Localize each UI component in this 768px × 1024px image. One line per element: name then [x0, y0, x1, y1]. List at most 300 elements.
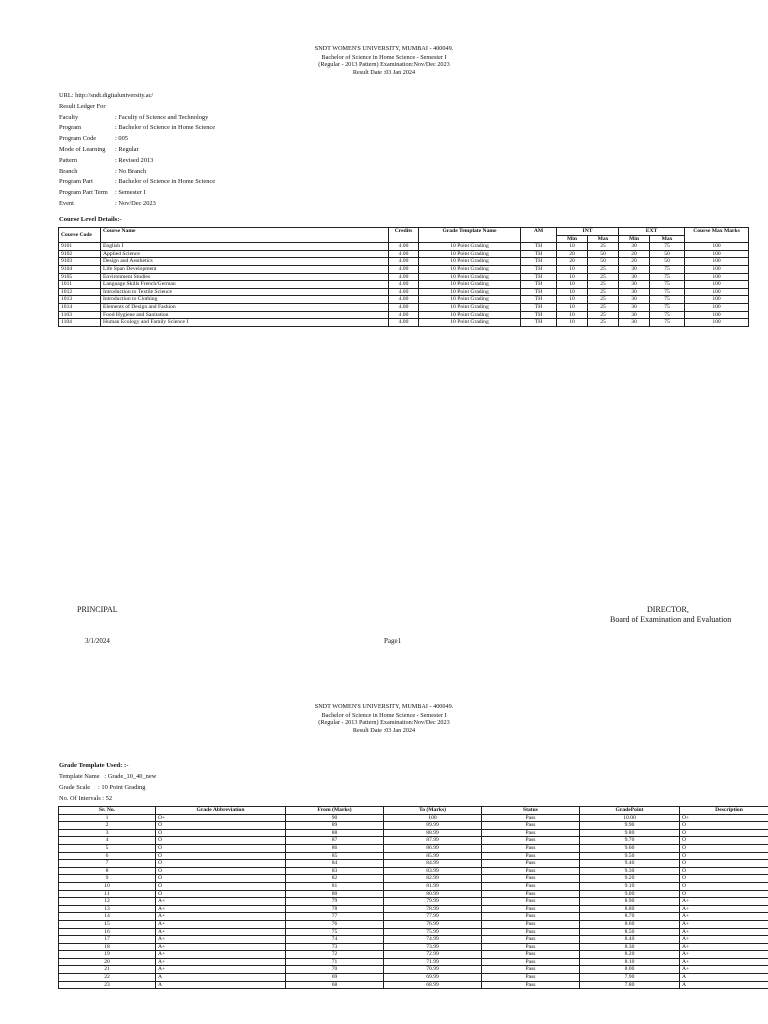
course-row — [59, 319, 749, 327]
max-marks-cell: 100 — [685, 243, 749, 251]
to-marks-cell: 86.99 — [384, 844, 482, 852]
grade-row — [59, 958, 768, 966]
to-marks-cell: 74.99 — [384, 936, 482, 944]
from-marks-cell: 87 — [286, 837, 384, 845]
sr-no-cell: 5 — [59, 844, 156, 852]
col-max-marks: Course Max Marks — [685, 228, 749, 243]
grade-abbreviation-cell: O — [156, 837, 286, 845]
from-marks-cell: 86 — [286, 844, 384, 852]
ext-min-cell: 30 — [619, 303, 650, 311]
grade-point-cell: 9.60 — [580, 844, 680, 852]
program-line: Bachelor of Science in Home Science - Semester I — [321, 53, 447, 61]
int-max-cell: 25 — [588, 311, 619, 319]
from-marks-cell: 70 — [286, 966, 384, 974]
course-name-cell: Language Skills French/German — [101, 281, 389, 289]
to-marks-cell: 88.99 — [384, 829, 482, 837]
grade-abbreviation-cell: A+ — [156, 943, 286, 951]
am-cell: TH — [521, 311, 557, 319]
col-ext-min: Min — [619, 235, 650, 243]
status-cell: Pass — [482, 844, 580, 852]
grade-abbreviation-cell: O — [156, 882, 286, 890]
from-marks-cell: 73 — [286, 943, 384, 951]
to-marks-cell: 73.99 — [384, 943, 482, 951]
grade-abbreviation-cell: O — [156, 875, 286, 883]
ext-max-cell: 75 — [650, 273, 685, 281]
grade-row — [59, 913, 768, 921]
ledger-field-value: : 005 — [115, 135, 128, 143]
credits-cell: 4.00 — [389, 243, 419, 251]
credits-cell: 4.00 — [389, 258, 419, 266]
ledger-title: Result Ledger For — [59, 102, 106, 110]
status-cell: Pass — [482, 905, 580, 913]
int-min-cell: 10 — [557, 288, 588, 296]
ledger-field-row — [59, 188, 215, 199]
col-am: AM — [521, 228, 557, 243]
from-marks-cell: 71 — [286, 958, 384, 966]
grade-col-header: Status — [482, 807, 580, 815]
grade-row — [59, 974, 768, 982]
from-marks-cell: 82 — [286, 875, 384, 883]
ledger-field-row — [59, 134, 215, 145]
page-2 — [0, 660, 768, 1024]
ledger-field-value: : No Branch — [115, 167, 147, 175]
grade-abbreviation-cell: A+ — [156, 958, 286, 966]
sr-no-cell: 2 — [59, 822, 156, 830]
am-cell: TH — [521, 250, 557, 258]
course-code-cell: 1013 — [59, 296, 101, 304]
ext-max-cell: 75 — [650, 319, 685, 327]
int-max-cell: 25 — [588, 319, 619, 327]
grade-point-cell: 8.50 — [580, 928, 680, 936]
grade-row — [59, 829, 768, 837]
grade-row — [59, 898, 768, 906]
to-marks-cell: 68.99 — [384, 981, 482, 989]
interval-count: No. Of Intervals : 52 — [59, 794, 113, 802]
ledger-field-row — [59, 199, 215, 210]
ext-min-cell: 30 — [619, 243, 650, 251]
exam-line: (Regular - 2013 Pattern) Examination:Nov/Dec 2023 — [318, 61, 450, 69]
int-min-cell: 20 — [557, 250, 588, 258]
int-max-cell: 25 — [588, 303, 619, 311]
grade-point-cell: 9.10 — [580, 882, 680, 890]
status-cell: Pass — [482, 822, 580, 830]
ledger-field-value: : Faculty of Science and Technology — [115, 113, 209, 121]
board-signature: Board of Examination and Evaluation — [610, 615, 732, 624]
status-cell: Pass — [482, 829, 580, 837]
course-name-cell: Introduction to Textile Science — [101, 288, 389, 296]
grade-col-header: Grade Abbreviation — [156, 807, 286, 815]
max-marks-cell: 100 — [685, 281, 749, 289]
col-int-min: Min — [557, 235, 588, 243]
description-cell: O+ — [680, 814, 768, 822]
ledger-fields — [59, 113, 215, 210]
grade-rows — [59, 814, 768, 989]
to-marks-cell: 77.99 — [384, 913, 482, 921]
max-marks-cell: 100 — [685, 296, 749, 304]
university-name: SNDT WOMEN'S UNIVERSITY, MUMBAI - 400049. — [314, 703, 454, 710]
grade-point-cell: 9.80 — [580, 829, 680, 837]
director-signature: DIRECTOR, — [647, 605, 689, 614]
course-code-cell: 1014 — [59, 303, 101, 311]
sr-no-cell: 23 — [59, 981, 156, 989]
ext-max-cell: 75 — [650, 265, 685, 273]
description-cell: O — [680, 860, 768, 868]
max-marks-cell: 100 — [685, 303, 749, 311]
int-min-cell: 10 — [557, 303, 588, 311]
sr-no-cell: 13 — [59, 905, 156, 913]
col-grade-template: Grade Template Name — [419, 228, 521, 243]
sr-no-cell: 1 — [59, 814, 156, 822]
sr-no-cell: 22 — [59, 974, 156, 982]
grade-row — [59, 928, 768, 936]
credits-cell: 4.00 — [389, 250, 419, 258]
int-max-cell: 25 — [588, 265, 619, 273]
ledger-field-row — [59, 156, 215, 167]
from-marks-cell: 68 — [286, 981, 384, 989]
description-cell: O — [680, 875, 768, 883]
status-cell: Pass — [482, 898, 580, 906]
ledger-field-label: Mode of Learning — [59, 145, 106, 153]
course-name-cell: Design and Aesthetics — [101, 258, 389, 266]
sr-no-cell: 21 — [59, 966, 156, 974]
grade-template-cell: 10 Point Grading — [419, 243, 521, 251]
grade-row — [59, 837, 768, 845]
int-min-cell: 10 — [557, 296, 588, 304]
grade-row — [59, 852, 768, 860]
int-max-cell: 25 — [588, 281, 619, 289]
grade-template-cell: 10 Point Grading — [419, 265, 521, 273]
grade-point-cell: 8.80 — [580, 905, 680, 913]
status-cell: Pass — [482, 867, 580, 875]
grade-col-header: GradePoint — [580, 807, 680, 815]
grade-template-cell: 10 Point Grading — [419, 303, 521, 311]
grade-row — [59, 920, 768, 928]
max-marks-cell: 100 — [685, 250, 749, 258]
status-cell: Pass — [482, 974, 580, 982]
credits-cell: 4.00 — [389, 265, 419, 273]
course-row — [59, 250, 749, 258]
course-table — [58, 227, 749, 327]
from-marks-cell: 78 — [286, 905, 384, 913]
course-rows — [59, 243, 749, 327]
max-marks-cell: 100 — [685, 273, 749, 281]
grade-template-cell: 10 Point Grading — [419, 258, 521, 266]
status-cell: Pass — [482, 860, 580, 868]
ledger-field-value: : Regular — [115, 145, 139, 153]
to-marks-cell: 72.99 — [384, 951, 482, 959]
ext-min-cell: 30 — [619, 281, 650, 289]
course-name-cell: English I — [101, 243, 389, 251]
sr-no-cell: 20 — [59, 958, 156, 966]
from-marks-cell: 75 — [286, 928, 384, 936]
ext-min-cell: 30 — [619, 296, 650, 304]
sr-no-cell: 18 — [59, 943, 156, 951]
grade-template-cell: 10 Point Grading — [419, 311, 521, 319]
status-cell: Pass — [482, 913, 580, 921]
from-marks-cell: 90 — [286, 814, 384, 822]
ledger-field-value: : Revised 2013 — [115, 156, 154, 164]
result-date: Result Date :03 Jan 2024 — [352, 68, 416, 76]
int-max-cell: 25 — [588, 296, 619, 304]
ext-max-cell: 75 — [650, 281, 685, 289]
sr-no-cell: 10 — [59, 882, 156, 890]
from-marks-cell: 85 — [286, 852, 384, 860]
course-code-cell: 9101 — [59, 243, 101, 251]
description-cell: O — [680, 829, 768, 837]
ledger-field-label: Faculty — [59, 113, 79, 121]
credits-cell: 4.00 — [389, 311, 419, 319]
status-cell: Pass — [482, 882, 580, 890]
university-name: SNDT WOMEN'S UNIVERSITY, MUMBAI - 400049. — [314, 45, 454, 52]
col-ext-max: Max — [650, 235, 685, 243]
am-cell: TH — [521, 288, 557, 296]
course-row — [59, 273, 749, 281]
from-marks-cell: 81 — [286, 882, 384, 890]
sr-no-cell: 17 — [59, 936, 156, 944]
ledger-field-label: Branch — [59, 167, 78, 175]
sr-no-cell: 16 — [59, 928, 156, 936]
course-row — [59, 258, 749, 266]
sr-no-cell: 9 — [59, 875, 156, 883]
max-marks-cell: 100 — [685, 311, 749, 319]
grade-point-cell: 9.40 — [580, 860, 680, 868]
sr-no-cell: 8 — [59, 867, 156, 875]
max-marks-cell: 100 — [685, 319, 749, 327]
to-marks-cell: 83.99 — [384, 867, 482, 875]
to-marks-cell: 70.99 — [384, 966, 482, 974]
ledger-field-row — [59, 113, 215, 124]
sr-no-cell: 6 — [59, 852, 156, 860]
grade-point-cell: 7.90 — [580, 974, 680, 982]
grade-template-cell: 10 Point Grading — [419, 319, 521, 327]
description-cell: A+ — [680, 951, 768, 959]
sr-no-cell: 19 — [59, 951, 156, 959]
ledger-field-label: Program Code — [59, 135, 97, 143]
grade-abbreviation-cell: A+ — [156, 920, 286, 928]
grade-row — [59, 844, 768, 852]
course-row — [59, 303, 749, 311]
description-cell: A+ — [680, 898, 768, 906]
grade-point-cell: 9.20 — [580, 875, 680, 883]
ext-min-cell: 30 — [619, 319, 650, 327]
grade-point-cell: 8.10 — [580, 958, 680, 966]
course-row — [59, 265, 749, 273]
ledger-field-label: Pattern — [59, 156, 78, 164]
ext-min-cell: 20 — [619, 258, 650, 266]
grade-abbreviation-cell: O — [156, 829, 286, 837]
grade-point-cell: 8.60 — [580, 920, 680, 928]
int-max-cell: 50 — [588, 258, 619, 266]
grade-abbreviation-cell: A — [156, 974, 286, 982]
grade-row — [59, 966, 768, 974]
ext-max-cell: 75 — [650, 303, 685, 311]
grade-row — [59, 951, 768, 959]
from-marks-cell: 83 — [286, 867, 384, 875]
grade-template-cell: 10 Point Grading — [419, 281, 521, 289]
grade-col-header: From (Marks) — [286, 807, 384, 815]
ext-min-cell: 30 — [619, 265, 650, 273]
course-row — [59, 288, 749, 296]
to-marks-cell: 87.99 — [384, 837, 482, 845]
col-credits: Credits — [389, 228, 419, 243]
description-cell: A — [680, 981, 768, 989]
col-int-max: Max — [588, 235, 619, 243]
grade-abbreviation-cell: A+ — [156, 913, 286, 921]
to-marks-cell: 80.99 — [384, 890, 482, 898]
grade-header-row — [59, 807, 768, 815]
ledger-field-label: Program Part Term — [59, 189, 108, 197]
ext-min-cell: 30 — [619, 273, 650, 281]
ext-max-cell: 50 — [650, 258, 685, 266]
grade-row — [59, 882, 768, 890]
description-cell: A+ — [680, 905, 768, 913]
sr-no-cell: 3 — [59, 829, 156, 837]
grade-point-cell: 8.40 — [580, 936, 680, 944]
ext-max-cell: 75 — [650, 296, 685, 304]
ext-max-cell: 75 — [650, 243, 685, 251]
col-course-code: Course Code — [59, 228, 101, 243]
ledger-field-row — [59, 123, 215, 134]
description-cell: O — [680, 867, 768, 875]
description-cell: A+ — [680, 920, 768, 928]
col-ext: EXT — [619, 228, 685, 236]
status-cell: Pass — [482, 890, 580, 898]
am-cell: TH — [521, 296, 557, 304]
description-cell: A+ — [680, 966, 768, 974]
course-name-cell: Introduction to Clothing — [101, 296, 389, 304]
sr-no-cell: 7 — [59, 860, 156, 868]
program-line: Bachelor of Science in Home Science - Semester I — [321, 711, 447, 719]
course-name-cell: Applied Science — [101, 250, 389, 258]
credits-cell: 4.00 — [389, 319, 419, 327]
grade-row — [59, 981, 768, 989]
grade-template-cell: 10 Point Grading — [419, 296, 521, 304]
to-marks-cell: 78.99 — [384, 905, 482, 913]
footer-page: Page1 — [384, 637, 402, 645]
ledger-field-value: : Nov/Dec 2023 — [115, 199, 156, 207]
to-marks-cell: 89.99 — [384, 822, 482, 830]
grade-abbreviation-cell: O — [156, 822, 286, 830]
sr-no-cell: 14 — [59, 913, 156, 921]
from-marks-cell: 88 — [286, 829, 384, 837]
grade-point-cell: 7.80 — [580, 981, 680, 989]
grade-row — [59, 905, 768, 913]
to-marks-cell: 84.99 — [384, 860, 482, 868]
grade-abbreviation-cell: O+ — [156, 814, 286, 822]
grade-row — [59, 936, 768, 944]
max-marks-cell: 100 — [685, 265, 749, 273]
col-course-name: Course Name — [101, 228, 389, 243]
grade-point-cell: 9.70 — [580, 837, 680, 845]
ext-min-cell: 30 — [619, 311, 650, 319]
course-name-cell: Life Span Development — [101, 265, 389, 273]
int-min-cell: 10 — [557, 311, 588, 319]
ext-max-cell: 75 — [650, 311, 685, 319]
status-cell: Pass — [482, 920, 580, 928]
grade-template-cell: 10 Point Grading — [419, 273, 521, 281]
ledger-field-row — [59, 145, 215, 156]
grade-abbreviation-cell: A+ — [156, 928, 286, 936]
description-cell: O — [680, 844, 768, 852]
credits-cell: 4.00 — [389, 303, 419, 311]
ledger-field-value: : Semester I — [115, 189, 146, 197]
course-code-cell: 1011 — [59, 281, 101, 289]
from-marks-cell: 79 — [286, 898, 384, 906]
grade-row — [59, 822, 768, 830]
grade-point-cell: 9.30 — [580, 867, 680, 875]
credits-cell: 4.00 — [389, 281, 419, 289]
sr-no-cell: 12 — [59, 898, 156, 906]
int-min-cell: 10 — [557, 265, 588, 273]
ledger-url: URL: http://sndt.digitaluniversity.ac/ — [59, 92, 154, 99]
grade-col-header: Sr. No. — [59, 807, 156, 815]
template-name: Template Name : Grade_10_40_new — [59, 773, 157, 780]
sr-no-cell: 15 — [59, 920, 156, 928]
grade-row — [59, 875, 768, 883]
ledger-field-value: : Bachelor of Science in Home Science — [115, 124, 216, 132]
grade-col-header: Description — [680, 807, 768, 815]
sr-no-cell: 4 — [59, 837, 156, 845]
grade-template-title: Grade Template Used: :- — [59, 762, 129, 769]
grade-row — [59, 814, 768, 822]
grade-point-cell: 8.90 — [580, 898, 680, 906]
footer-date: 3/1/2024 — [85, 637, 110, 645]
status-cell: Pass — [482, 943, 580, 951]
page-2-header — [0, 703, 768, 735]
status-cell: Pass — [482, 951, 580, 959]
grade-abbreviation-cell: O — [156, 852, 286, 860]
to-marks-cell: 76.99 — [384, 920, 482, 928]
grade-abbreviation-cell: A+ — [156, 936, 286, 944]
ext-min-cell: 20 — [619, 250, 650, 258]
max-marks-cell: 100 — [685, 288, 749, 296]
grade-row — [59, 860, 768, 868]
grade-point-cell: 9.00 — [580, 890, 680, 898]
max-marks-cell: 100 — [685, 258, 749, 266]
course-row — [59, 296, 749, 304]
credits-cell: 4.00 — [389, 288, 419, 296]
grade-abbreviation-cell: O — [156, 867, 286, 875]
status-cell: Pass — [482, 958, 580, 966]
ledger-field-row — [59, 177, 215, 188]
course-code-cell: 1104 — [59, 319, 101, 327]
grade-abbreviation-cell: O — [156, 890, 286, 898]
description-cell: O — [680, 890, 768, 898]
to-marks-cell: 75.99 — [384, 928, 482, 936]
grade-meta — [59, 772, 156, 804]
course-code-cell: 1103 — [59, 311, 101, 319]
to-marks-cell: 85.99 — [384, 852, 482, 860]
grade-abbreviation-cell: O — [156, 844, 286, 852]
course-row — [59, 311, 749, 319]
ext-max-cell: 75 — [650, 288, 685, 296]
from-marks-cell: 76 — [286, 920, 384, 928]
int-max-cell: 25 — [588, 243, 619, 251]
course-row — [59, 281, 749, 289]
description-cell: A — [680, 974, 768, 982]
grade-point-cell: 9.50 — [580, 852, 680, 860]
grade-point-cell: 10.00 — [580, 814, 680, 822]
grade-point-cell: 8.70 — [580, 913, 680, 921]
grade-abbreviation-cell: O — [156, 860, 286, 868]
am-cell: TH — [521, 273, 557, 281]
description-cell: A+ — [680, 943, 768, 951]
description-cell: O — [680, 852, 768, 860]
am-cell: TH — [521, 265, 557, 273]
to-marks-cell: 81.99 — [384, 882, 482, 890]
course-code-cell: 9103 — [59, 258, 101, 266]
grade-table — [58, 806, 768, 989]
